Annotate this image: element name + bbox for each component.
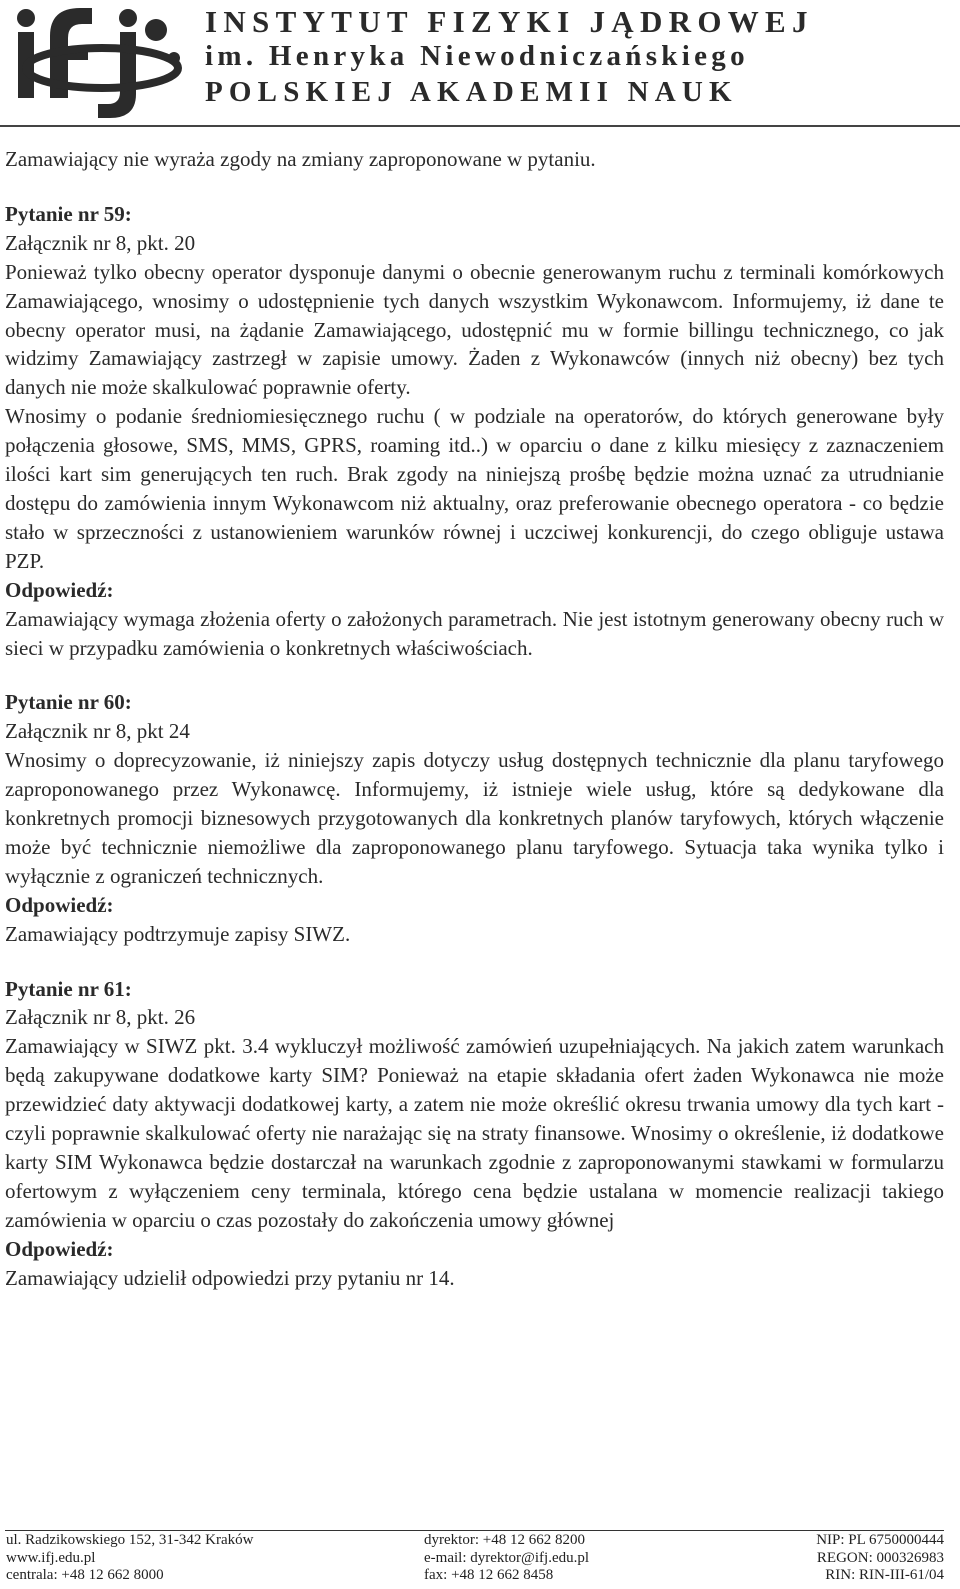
question-body: Wnosimy o doprecyzowanie, iż niniejszy zapis dotyczy usług dostępnych technicznie dla planu taryfowego zaproponowanego przez Wykonawcę. Informujemy, iż istnieje wiele usług, które są dedykowane dla konkretnych promocji biznesowych przygotowanych dla konkretnych planów taryfowych, których włączenie może być technicznie niemożliwe dla zaproponowanego planu taryfowego. Sytuacja taka wynika tylko i wyłącznie z ograniczeń technicznych. — [5, 748, 944, 888]
answer-label: Odpowiedź: — [5, 892, 114, 917]
footer-fax: fax: +48 12 662 8458 — [424, 1567, 554, 1584]
footer-registry-column — [816, 1532, 944, 1585]
footer-divider — [5, 1530, 944, 1531]
institute-name: INSTYTUT FIZYKI JĄDROWEJ — [205, 4, 814, 39]
question-body: Wnosimy o podanie średniomiesięcznego ruchu ( w podziale na operatorów, do których generowane były połączenia głosowe, SMS, MMS, GPRS, roaming itd..) w oparciu o dane z kilku miesięcy z zaznaczeniem ilości kart sim generujących ten ruch. Brak zgody na niniejszą prośbę będzie można uznać za utrudnianie dostępu do zamówienia innym Wykonawcom niż aktualny, oraz preferowanie obecnego operatora - co będzie stało w sprzeczności z ustanowieniem warunków równej i uczciwej konkurencji, do czego obliguje ustawa PZP. — [5, 404, 944, 573]
footer-central-phone: centrala: +48 12 662 8000 — [6, 1567, 164, 1584]
institute-academy: POLSKIEJ AKADEMII NAUK — [205, 76, 738, 108]
question-body: Ponieważ tylko obecny operator dysponuje danymi o obecnie generowanym ruchu z terminali komórkowych Zamawiającego, wnosimy o udostępnienie tych danych wszystkim Wykonawcom. Informujemy, iż dane te obecny operator musi, na żądanie Zamawiającego, udostępnić mu w formie billingu technicznego, co jak widzimy Zamawiający zastrzegł w zapisie umowy. Żaden z Wykonawców (innych niż obecny) bez tych danych nie może skalkulować poprawnie oferty. — [5, 259, 944, 400]
footer-regon: REGON: 000326983 — [816, 1549, 944, 1566]
answer-text: Zamawiający udzielił odpowiedzi przy pytaniu nr 14. — [5, 1265, 455, 1290]
question-reference: Załącznik nr 8, pkt 24 — [5, 719, 190, 744]
footer-email[interactable]: e-mail: dyrektor@ifj.edu.pl — [424, 1549, 590, 1566]
question-title: Pytanie nr 60: — [5, 690, 132, 715]
answer-label: Odpowiedź: — [5, 1236, 114, 1261]
answer-text: Zamawiający wymaga złożenia oferty o założonych parametrach. Nie jest istotnym generowany obecny ruch w sieci w przypadku zamówienia o konkretnych właściwościach. — [5, 606, 944, 660]
question-title: Pytanie nr 61: — [5, 976, 132, 1001]
footer-contact-column — [6, 1532, 253, 1585]
question-body: Zamawiający w SIWZ pkt. 3.4 wykluczył możliwość zamówień uzupełniających. Na jakich zatem warunkach będą zakupywane dodatkowe karty SIM? Ponieważ na etapie składania ofert żaden Wykonawca nie może przewidzieć daty aktywacji dodatkowej karty, a zatem nie może określić okresu trwania umowy dla tych kart - czyli poprawnie skalkulować oferty nie narażając się na straty finansowe. Wnosimy o określenie, iż dodatkowe karty SIM Wykonawca będzie dostarczał na warunkach zgodnie z zaproponowanymi stawkami w formularzu ofertowym z wyłączeniem ceny terminala, którego cena będzie ustalana w momencie realizacji takiego zamówienia w oparciu o czas pozostały do zakończenia umowy głównej — [5, 1034, 944, 1232]
answer-text: Zamawiający podtrzymuje zapisy SIWZ. — [5, 921, 351, 946]
footer-rin: RIN: RIN-III-61/04 — [825, 1567, 944, 1584]
footer-website[interactable]: www.ifj.edu.pl — [6, 1549, 96, 1566]
question-59 — [5, 200, 944, 663]
footer-nip: NIP: PL 6750000444 — [816, 1532, 944, 1548]
question-61 — [5, 975, 944, 1293]
header-divider — [0, 125, 960, 127]
footer-address: ul. Radzikowskiego 152, 31-342 Kraków — [6, 1532, 254, 1548]
question-reference: Załącznik nr 8, pkt. 20 — [5, 230, 196, 255]
question-60 — [5, 688, 944, 948]
ifj-logo — [6, 2, 184, 122]
institute-patron: im. Henryka Niewodniczańskiego — [205, 40, 749, 72]
footer-director-column — [424, 1532, 589, 1585]
intro-paragraph: Zamawiający nie wyraża zgody na zmiany zaproponowane w pytaniu. — [5, 147, 596, 171]
question-reference: Załącznik nr 8, pkt. 26 — [5, 1005, 196, 1030]
question-title: Pytanie nr 59: — [5, 201, 132, 226]
document-body — [5, 145, 944, 1293]
answer-label: Odpowiedź: — [5, 577, 114, 602]
footer-director-phone: dyrektor: +48 12 662 8200 — [424, 1532, 585, 1548]
letterhead — [0, 0, 960, 128]
